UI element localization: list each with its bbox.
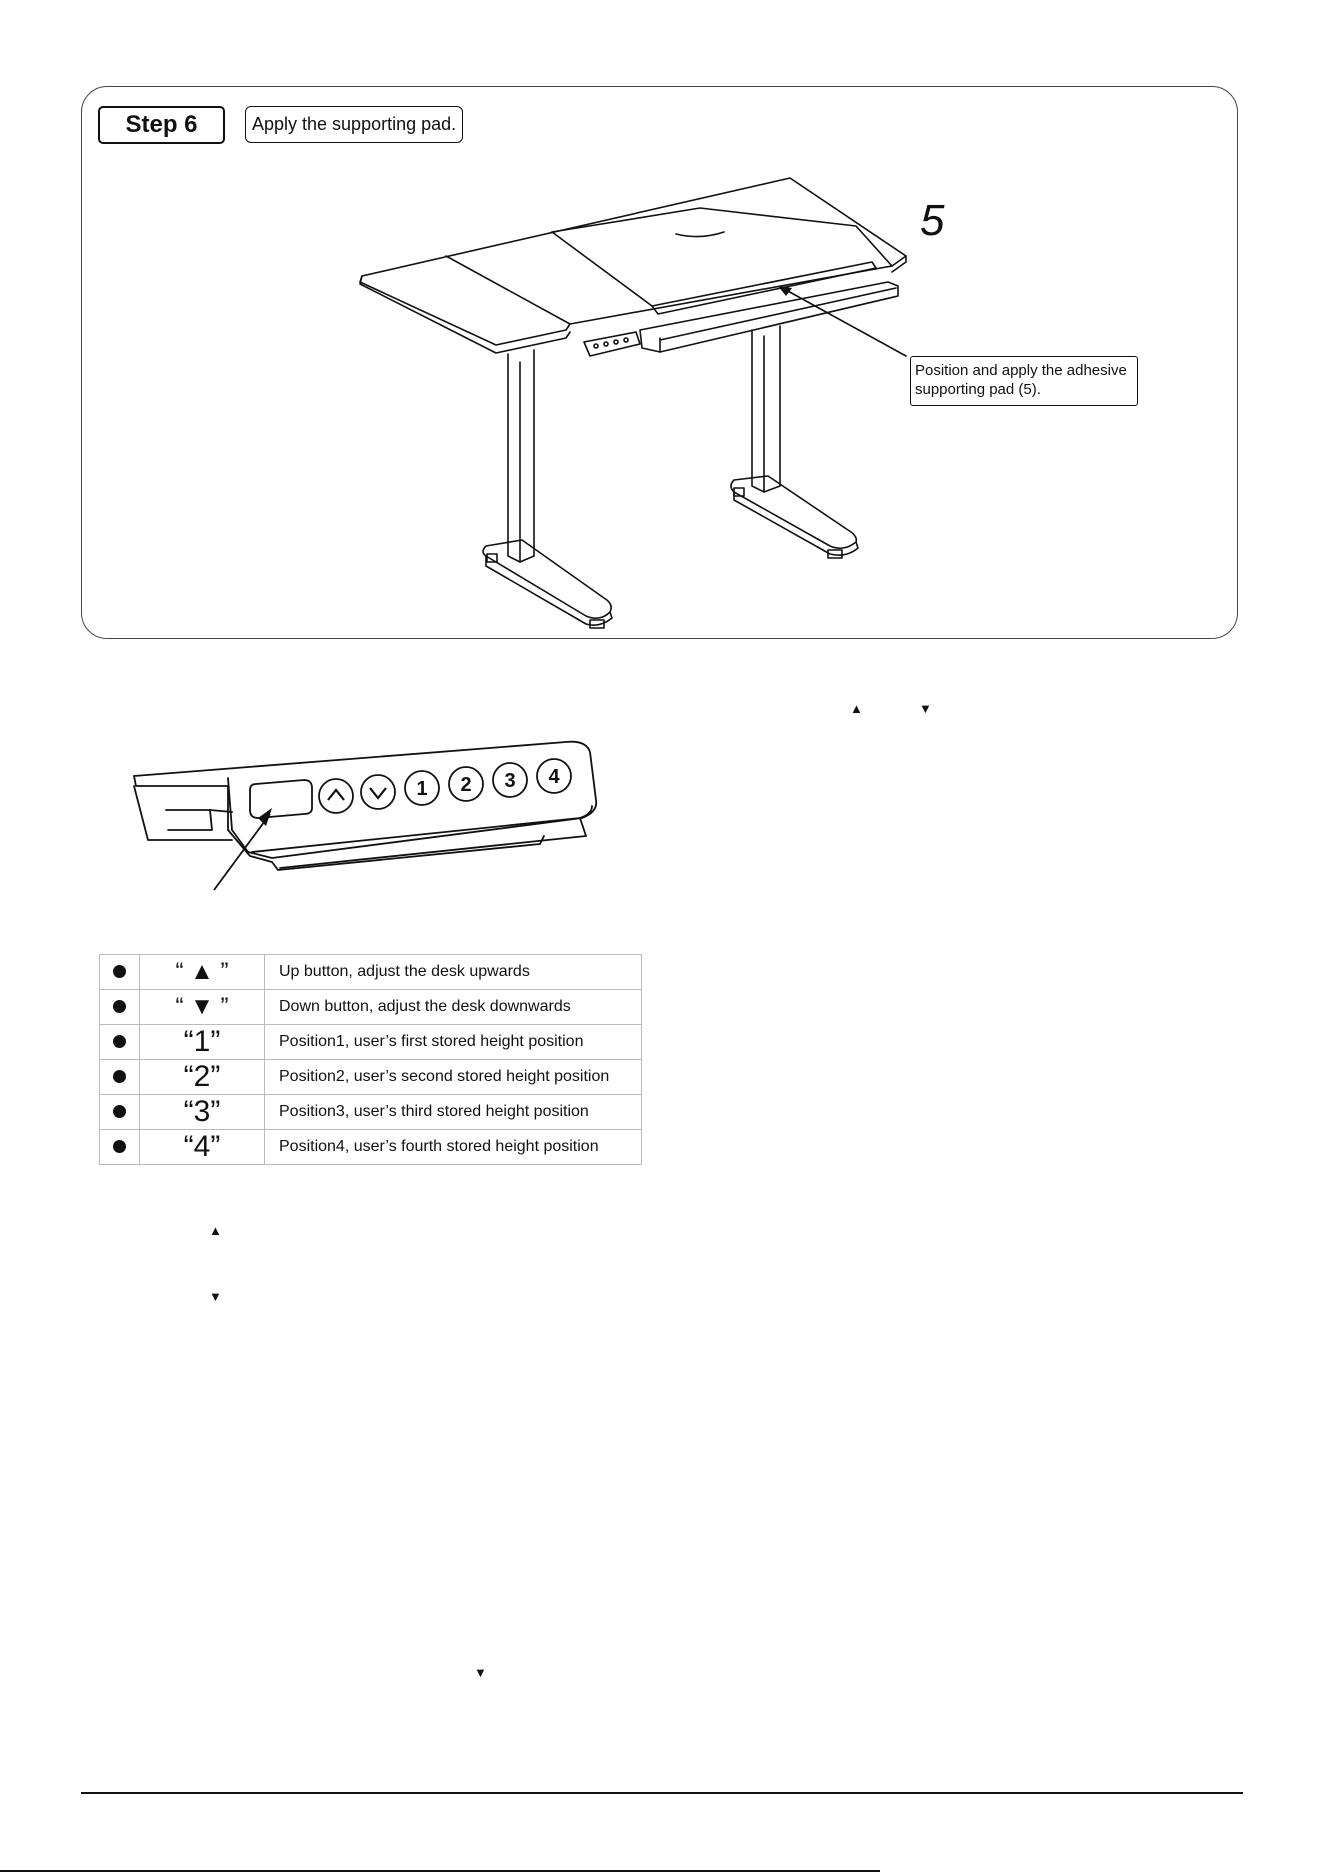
bullet-icon <box>113 1070 126 1083</box>
preset-key-3-label: 3 <box>504 770 516 792</box>
button-symbol: “4” <box>140 1130 265 1165</box>
button-description: Down button, adjust the desk downwards <box>265 990 642 1025</box>
bullet-icon <box>113 965 126 978</box>
bullet-icon <box>113 1000 126 1013</box>
preset-key-2-label: 2 <box>460 774 472 796</box>
bullet-icon <box>113 1140 126 1153</box>
step-badge: Step 6 <box>98 106 225 144</box>
preset-key-4-label: 4 <box>548 766 560 788</box>
button-description: Up button, adjust the desk upwards <box>265 955 642 990</box>
step-caption: Apply the supporting pad. <box>245 106 463 143</box>
table-row <box>100 1095 642 1130</box>
button-symbol: “3” <box>140 1095 265 1130</box>
button-description: Position3, user’s third stored height position <box>265 1095 642 1130</box>
down-triangle-icon: ▼ <box>474 1665 487 1680</box>
button-function-table <box>99 954 642 1165</box>
part-number-label: 5 <box>920 196 945 245</box>
button-description: Position2, user’s second stored height position <box>265 1060 642 1095</box>
up-triangle-icon: ▲ <box>209 1223 222 1238</box>
button-description: Position4, user’s fourth stored height position <box>265 1130 642 1165</box>
up-key <box>319 779 353 813</box>
up-triangle-icon: ▲ <box>850 701 863 716</box>
down-triangle-icon: ▼ <box>919 701 932 716</box>
bullet-icon <box>113 1035 126 1048</box>
down-key-icon <box>370 788 386 798</box>
footer-divider <box>81 1792 1243 1794</box>
table-row <box>100 990 642 1025</box>
button-symbol: “ ▼ ” <box>140 990 265 1025</box>
button-symbol: “1” <box>140 1025 265 1060</box>
table-row <box>100 955 642 990</box>
table-row <box>100 1060 642 1095</box>
bullet-icon <box>113 1105 126 1118</box>
table-row <box>100 1130 642 1165</box>
preset-key-1-label: 1 <box>416 778 428 800</box>
table-row <box>100 1025 642 1060</box>
pad-callout: Position and apply the adhesive supporting pad (5). <box>910 356 1138 406</box>
controller-display <box>250 780 312 818</box>
down-key <box>361 775 395 809</box>
button-symbol: “2” <box>140 1060 265 1095</box>
up-key-icon <box>328 790 344 800</box>
down-triangle-icon: ▼ <box>209 1289 222 1304</box>
button-symbol: “ ▲ ” <box>140 955 265 990</box>
button-description: Position1, user’s first stored height position <box>265 1025 642 1060</box>
